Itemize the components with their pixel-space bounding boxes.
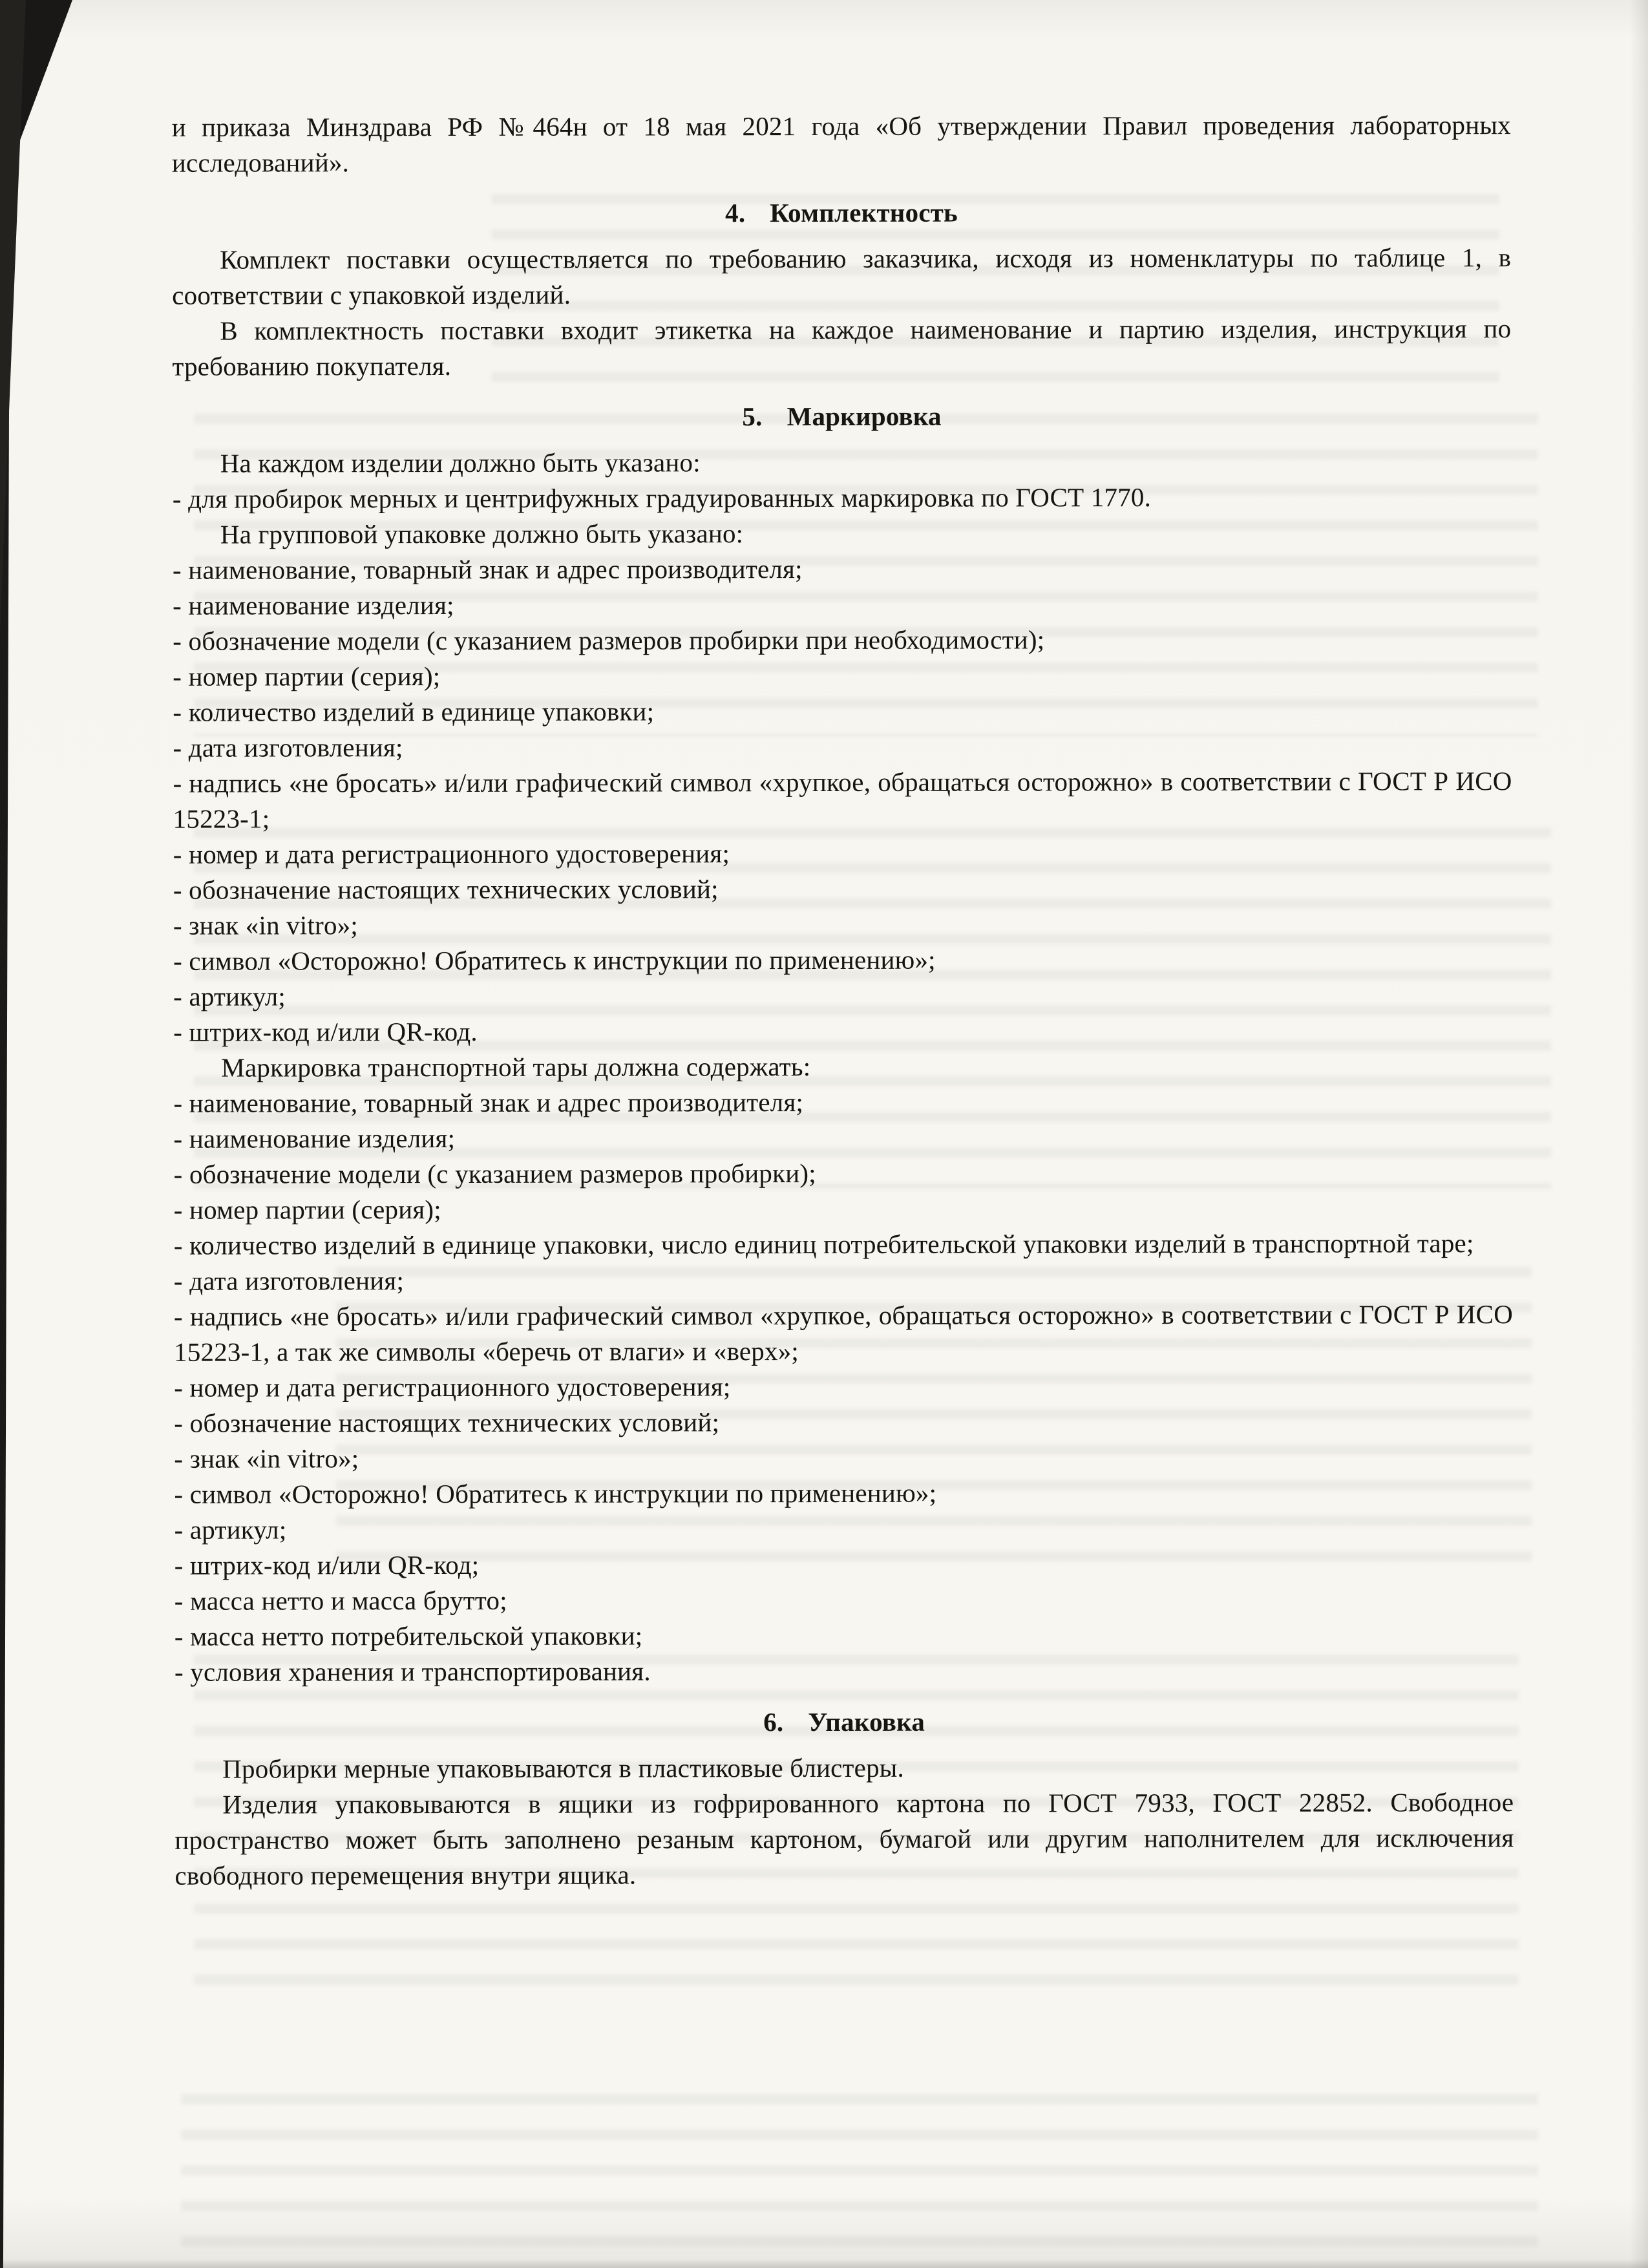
section-title: Упаковка (808, 1706, 925, 1737)
paragraph: В комплектность поставки входит этикетка на каждое наименование и партию изделия, инструкция по требованию покупателя. (172, 313, 1512, 381)
intro-paragraph: и приказа Минздрава РФ №464н от 18 мая 2021 года «Об утверждении Правил проведения лабораторных исследований». (171, 110, 1511, 178)
list-item: - обозначение модели (с указанием размеров пробирки при необходимости); (173, 624, 1045, 656)
list-item: - наименование изделия; (173, 589, 454, 620)
scan-edge-artifact (0, 2259, 1648, 2268)
list-item: - артикул; (173, 981, 286, 1012)
list-item: - наименование, товарный знак и адрес производителя; (173, 1087, 804, 1118)
section-title: Маркировка (787, 401, 942, 432)
list-item: - номер партии (серия); (173, 661, 441, 692)
list-item: - для пробирок мерных и центрифужных градуированных маркировка по ГОСТ 1770. (172, 482, 1152, 514)
list-item: - масса нетто потребительской упаковки; (174, 1620, 643, 1651)
list-item: - символ «Осторожно! Обратитесь к инструкции по применению»; (173, 944, 936, 976)
section-heading-5 (173, 397, 1512, 436)
list-item: - знак «in vitro»; (173, 910, 358, 940)
section-number: 5. (742, 401, 763, 432)
list-item: - обозначение модели (с указанием размеров пробирки); (173, 1158, 816, 1189)
list-item: - надпись «не бросать» и/или графический символ «хрупкое, обращаться осторожно» в соответствии с ГОСТ Р ИСО 15223-1; (173, 766, 1512, 834)
paragraph: Пробирки мерные упаковываются в пластиковые блистеры. (222, 1752, 904, 1784)
list-item: - дата изготовления; (173, 732, 403, 763)
list-item: - количество изделий в единице упаковки; (173, 696, 655, 727)
list-item: - обозначение настоящих технических условий; (174, 1407, 720, 1438)
list-item: - наименование изделия; (173, 1123, 456, 1154)
list-item: - надпись «не бросать» и/или графический символ «хрупкое, обращаться осторожно» в соответствии с ГОСТ Р ИСО 15223-1, а так же символы «беречь от влаги» и «верх»; (173, 1299, 1514, 1367)
list-item: - артикул; (174, 1514, 287, 1545)
paragraph: На каждом изделии должно быть указано: (220, 447, 701, 478)
section-number: 4. (725, 198, 746, 228)
list-item: - дата изготовления; (173, 1266, 405, 1296)
list-item: - номер и дата регистрационного удостоверения; (173, 838, 730, 869)
list-item: - количество изделий в единице упаковки, число единиц потребительской упаковки изделий в транспортной таре; (173, 1228, 1474, 1260)
list-item: - условия хранения и транспортирования. (174, 1656, 651, 1687)
section-title: Комплектность (770, 197, 958, 228)
paragraph: На групповой упаковке должно быть указано: (220, 518, 744, 549)
paragraph: Комплект поставки осуществляется по требованию заказчика, исходя из номенклатуры по таблице 1, в соответствии с упаковкой изделий. (172, 242, 1512, 310)
list-item: - символ «Осторожно! Обратитесь к инструкции по применению»; (174, 1478, 937, 1509)
section-heading-4 (172, 194, 1511, 232)
paragraph: Изделия упаковываются в ящики из гофрированного картона по ГОСТ 7933, ГОСТ 22852. Свободное пространство может быть заполнено резаным картоном, бумагой или другим наполнителем для исключения свободного перемещения внутри ящика. (174, 1787, 1514, 1891)
section-heading-6 (174, 1703, 1514, 1741)
list-item: - масса нетто и масса брутто; (174, 1585, 507, 1616)
list-item: - номер партии (серия); (173, 1194, 441, 1225)
list-item: - номер и дата регистрационного удостоверения; (174, 1372, 731, 1403)
list-item: - наименование, товарный знак и адрес производителя; (172, 554, 803, 585)
list-item: - обозначение настоящих технических условий; (173, 874, 719, 905)
list-item: - штрих-код и/или QR-код; (174, 1549, 480, 1580)
list-item: - знак «in vitro»; (174, 1443, 359, 1474)
section-number: 6. (763, 1707, 784, 1737)
bleedthrough-artifact (181, 2094, 1538, 2249)
paragraph: Маркировка транспортной тары должна содержать: (221, 1052, 811, 1083)
list-item: - штрих-код и/или QR-код. (173, 1016, 478, 1047)
